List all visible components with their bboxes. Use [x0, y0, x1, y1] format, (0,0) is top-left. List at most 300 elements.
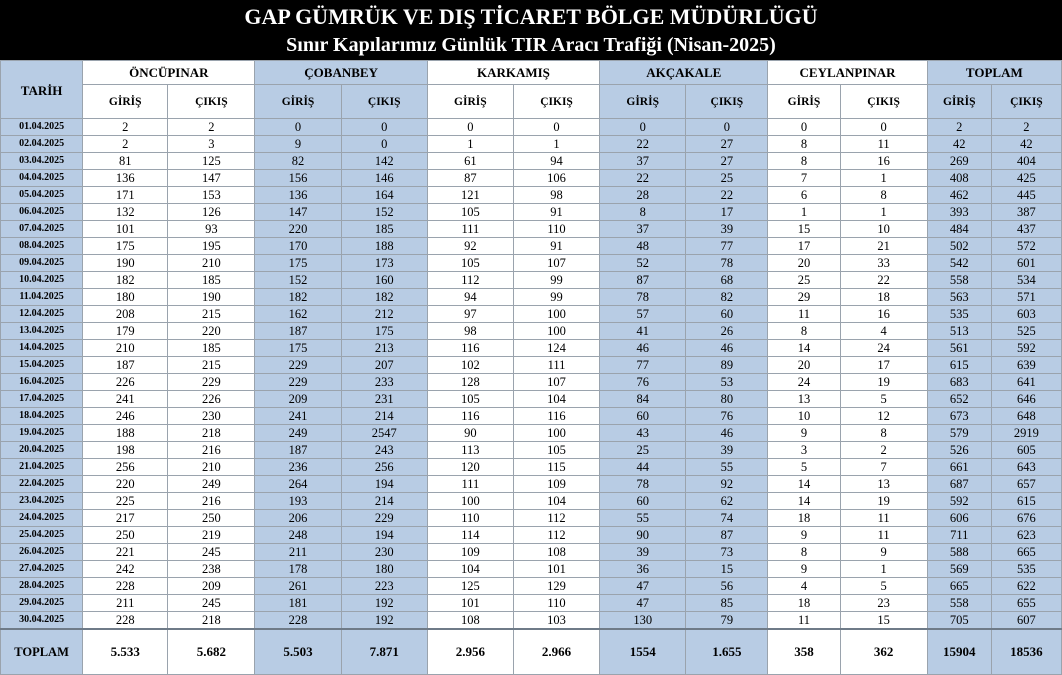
value-cell: 187	[255, 323, 341, 340]
value-cell: 194	[341, 527, 427, 544]
entry-header-ceylanpinar: GİRİŞ	[768, 85, 840, 119]
value-cell: 225	[83, 493, 168, 510]
value-cell: 22	[600, 136, 686, 153]
value-cell: 563	[927, 289, 991, 306]
value-cell: 216	[168, 442, 255, 459]
value-cell: 57	[600, 306, 686, 323]
value-cell: 592	[991, 340, 1061, 357]
value-cell: 676	[991, 510, 1061, 527]
value-cell: 130	[600, 612, 686, 630]
value-cell: 21	[840, 238, 927, 255]
date-cell: 26.04.2025	[1, 544, 83, 561]
value-cell: 81	[83, 153, 168, 170]
value-cell: 42	[927, 136, 991, 153]
date-cell: 14.04.2025	[1, 340, 83, 357]
value-cell: 60	[600, 408, 686, 425]
table-row	[1, 255, 1062, 272]
value-cell: 136	[255, 187, 341, 204]
total-label: TOPLAM	[1, 629, 83, 675]
value-cell: 250	[83, 527, 168, 544]
value-cell: 47	[600, 578, 686, 595]
gate-header-toplam: TOPLAM	[927, 61, 1061, 85]
date-cell: 03.04.2025	[1, 153, 83, 170]
table-row	[1, 527, 1062, 544]
value-cell: 8	[768, 136, 840, 153]
total-value-cell: 358	[768, 629, 840, 675]
value-cell: 601	[991, 255, 1061, 272]
value-cell: 90	[427, 425, 513, 442]
value-cell: 14	[768, 476, 840, 493]
value-cell: 558	[927, 595, 991, 612]
value-cell: 56	[686, 578, 768, 595]
value-cell: 241	[255, 408, 341, 425]
value-cell: 23	[840, 595, 927, 612]
gate-header-oncupinar: ÖNCÜPINAR	[83, 61, 255, 85]
value-cell: 2919	[991, 425, 1061, 442]
value-cell: 10	[768, 408, 840, 425]
value-cell: 111	[427, 476, 513, 493]
value-cell: 0	[513, 119, 599, 136]
value-cell: 210	[168, 255, 255, 272]
value-cell: 170	[255, 238, 341, 255]
value-cell: 24	[840, 340, 927, 357]
value-cell: 94	[427, 289, 513, 306]
value-cell: 68	[686, 272, 768, 289]
value-cell: 11	[840, 136, 927, 153]
value-cell: 8	[840, 425, 927, 442]
value-cell: 78	[600, 289, 686, 306]
value-cell: 209	[168, 578, 255, 595]
value-cell: 11	[840, 527, 927, 544]
value-cell: 404	[991, 153, 1061, 170]
value-cell: 185	[341, 221, 427, 238]
value-cell: 43	[600, 425, 686, 442]
value-cell: 14	[768, 340, 840, 357]
value-cell: 526	[927, 442, 991, 459]
date-cell: 16.04.2025	[1, 374, 83, 391]
value-cell: 198	[83, 442, 168, 459]
value-cell: 9	[255, 136, 341, 153]
value-cell: 91	[513, 238, 599, 255]
value-cell: 437	[991, 221, 1061, 238]
value-cell: 607	[991, 612, 1061, 630]
value-cell: 192	[341, 612, 427, 630]
value-cell: 193	[255, 493, 341, 510]
value-cell: 0	[255, 119, 341, 136]
value-cell: 36	[600, 561, 686, 578]
value-cell: 190	[168, 289, 255, 306]
table-row	[1, 476, 1062, 493]
value-cell: 98	[513, 187, 599, 204]
value-cell: 29	[768, 289, 840, 306]
value-cell: 111	[513, 357, 599, 374]
value-cell: 525	[991, 323, 1061, 340]
value-cell: 37	[600, 221, 686, 238]
value-cell: 107	[513, 255, 599, 272]
value-cell: 146	[341, 170, 427, 187]
value-cell: 24	[768, 374, 840, 391]
value-cell: 182	[83, 272, 168, 289]
value-cell: 248	[255, 527, 341, 544]
gate-header-akcakale: AKÇAKALE	[600, 61, 768, 85]
value-cell: 2	[83, 136, 168, 153]
value-cell: 4	[768, 578, 840, 595]
value-cell: 46	[686, 340, 768, 357]
table-row	[1, 153, 1062, 170]
value-cell: 242	[83, 561, 168, 578]
value-cell: 571	[991, 289, 1061, 306]
value-cell: 209	[255, 391, 341, 408]
value-cell: 606	[927, 510, 991, 527]
value-cell: 9	[840, 544, 927, 561]
value-cell: 1	[840, 204, 927, 221]
date-cell: 12.04.2025	[1, 306, 83, 323]
value-cell: 3	[768, 442, 840, 459]
value-cell: 87	[427, 170, 513, 187]
value-cell: 11	[768, 306, 840, 323]
value-cell: 89	[686, 357, 768, 374]
total-value-cell: 2.966	[513, 629, 599, 675]
exit-header-oncupinar: ÇIKIŞ	[168, 85, 255, 119]
value-cell: 188	[83, 425, 168, 442]
total-value-cell: 5.682	[168, 629, 255, 675]
value-cell: 104	[513, 391, 599, 408]
value-cell: 226	[168, 391, 255, 408]
table-row	[1, 544, 1062, 561]
value-cell: 100	[513, 323, 599, 340]
value-cell: 28	[600, 187, 686, 204]
value-cell: 110	[513, 221, 599, 238]
value-cell: 17	[840, 357, 927, 374]
value-cell: 128	[427, 374, 513, 391]
value-cell: 18	[840, 289, 927, 306]
total-value-cell: 15904	[927, 629, 991, 675]
value-cell: 102	[427, 357, 513, 374]
table-row	[1, 323, 1062, 340]
value-cell: 603	[991, 306, 1061, 323]
value-cell: 261	[255, 578, 341, 595]
value-cell: 10	[840, 221, 927, 238]
value-cell: 41	[600, 323, 686, 340]
value-cell: 17	[686, 204, 768, 221]
value-cell: 655	[991, 595, 1061, 612]
value-cell: 60	[600, 493, 686, 510]
date-cell: 23.04.2025	[1, 493, 83, 510]
value-cell: 535	[927, 306, 991, 323]
value-cell: 425	[991, 170, 1061, 187]
value-cell: 92	[686, 476, 768, 493]
exit-header-toplam: ÇIKIŞ	[991, 85, 1061, 119]
value-cell: 120	[427, 459, 513, 476]
value-cell: 178	[255, 561, 341, 578]
table-row	[1, 391, 1062, 408]
value-cell: 22	[600, 170, 686, 187]
value-cell: 8	[600, 204, 686, 221]
value-cell: 27	[686, 153, 768, 170]
value-cell: 90	[600, 527, 686, 544]
table-row	[1, 442, 1062, 459]
value-cell: 215	[168, 357, 255, 374]
value-cell: 542	[927, 255, 991, 272]
value-cell: 77	[600, 357, 686, 374]
total-value-cell: 5.533	[83, 629, 168, 675]
value-cell: 173	[341, 255, 427, 272]
entry-header-karkamis: GİRİŞ	[427, 85, 513, 119]
value-cell: 393	[927, 204, 991, 221]
table-row	[1, 272, 1062, 289]
value-cell: 264	[255, 476, 341, 493]
table-row	[1, 357, 1062, 374]
value-cell: 711	[927, 527, 991, 544]
value-cell: 52	[600, 255, 686, 272]
value-cell: 534	[991, 272, 1061, 289]
value-cell: 152	[255, 272, 341, 289]
value-cell: 13	[768, 391, 840, 408]
value-cell: 0	[341, 136, 427, 153]
value-cell: 223	[341, 578, 427, 595]
value-cell: 19	[840, 493, 927, 510]
value-cell: 705	[927, 612, 991, 630]
date-cell: 19.04.2025	[1, 425, 83, 442]
value-cell: 97	[427, 306, 513, 323]
value-cell: 2	[840, 442, 927, 459]
value-cell: 179	[83, 323, 168, 340]
date-cell: 07.04.2025	[1, 221, 83, 238]
value-cell: 188	[341, 238, 427, 255]
value-cell: 4	[840, 323, 927, 340]
table-row	[1, 510, 1062, 527]
value-cell: 39	[686, 221, 768, 238]
value-cell: 47	[600, 595, 686, 612]
value-cell: 180	[83, 289, 168, 306]
value-cell: 228	[83, 612, 168, 630]
value-cell: 26	[686, 323, 768, 340]
value-cell: 19	[840, 374, 927, 391]
value-cell: 92	[427, 238, 513, 255]
value-cell: 2	[83, 119, 168, 136]
exit-header-cobanbey: ÇIKIŞ	[341, 85, 427, 119]
table-row	[1, 136, 1062, 153]
value-cell: 250	[168, 510, 255, 527]
value-cell: 78	[600, 476, 686, 493]
value-cell: 25	[600, 442, 686, 459]
value-cell: 171	[83, 187, 168, 204]
value-cell: 111	[427, 221, 513, 238]
report-title: GAP GÜMRÜK VE DIŞ TİCARET BÖLGE MÜDÜRLÜGÜ	[244, 4, 818, 29]
value-cell: 153	[168, 187, 255, 204]
value-cell: 217	[83, 510, 168, 527]
value-cell: 622	[991, 578, 1061, 595]
total-value-cell: 5.503	[255, 629, 341, 675]
value-cell: 77	[686, 238, 768, 255]
value-cell: 60	[686, 306, 768, 323]
value-cell: 25	[768, 272, 840, 289]
entry-header-akcakale: GİRİŞ	[600, 85, 686, 119]
value-cell: 592	[927, 493, 991, 510]
value-cell: 182	[255, 289, 341, 306]
value-cell: 104	[513, 493, 599, 510]
value-cell: 33	[840, 255, 927, 272]
value-cell: 39	[686, 442, 768, 459]
value-cell: 236	[255, 459, 341, 476]
date-cell: 08.04.2025	[1, 238, 83, 255]
date-cell: 30.04.2025	[1, 612, 83, 630]
value-cell: 14	[768, 493, 840, 510]
value-cell: 156	[255, 170, 341, 187]
value-cell: 106	[513, 170, 599, 187]
table-row	[1, 289, 1062, 306]
value-cell: 62	[686, 493, 768, 510]
value-cell: 220	[255, 221, 341, 238]
date-cell: 01.04.2025	[1, 119, 83, 136]
value-cell: 113	[427, 442, 513, 459]
value-cell: 98	[427, 323, 513, 340]
entry-header-oncupinar: GİRİŞ	[83, 85, 168, 119]
total-value-cell: 1.655	[686, 629, 768, 675]
value-cell: 105	[427, 255, 513, 272]
value-cell: 462	[927, 187, 991, 204]
value-cell: 484	[927, 221, 991, 238]
value-cell: 588	[927, 544, 991, 561]
value-cell: 78	[686, 255, 768, 272]
value-cell: 126	[168, 204, 255, 221]
value-cell: 37	[600, 153, 686, 170]
value-cell: 175	[255, 255, 341, 272]
value-cell: 82	[255, 153, 341, 170]
value-cell: 218	[168, 425, 255, 442]
value-cell: 18	[768, 510, 840, 527]
value-cell: 100	[513, 306, 599, 323]
value-cell: 1	[513, 136, 599, 153]
table-row	[1, 578, 1062, 595]
value-cell: 175	[255, 340, 341, 357]
date-cell: 21.04.2025	[1, 459, 83, 476]
value-cell: 20	[768, 357, 840, 374]
gate-header-cobanbey: ÇOBANBEY	[255, 61, 427, 85]
value-cell: 99	[513, 272, 599, 289]
value-cell: 229	[168, 374, 255, 391]
value-cell: 648	[991, 408, 1061, 425]
value-cell: 11	[840, 510, 927, 527]
value-cell: 8	[768, 544, 840, 561]
value-cell: 103	[513, 612, 599, 630]
value-cell: 105	[427, 391, 513, 408]
value-cell: 2	[991, 119, 1061, 136]
value-cell: 387	[991, 204, 1061, 221]
value-cell: 116	[427, 340, 513, 357]
value-cell: 246	[83, 408, 168, 425]
value-cell: 687	[927, 476, 991, 493]
value-cell: 9	[768, 425, 840, 442]
value-cell: 218	[168, 612, 255, 630]
value-cell: 190	[83, 255, 168, 272]
value-cell: 132	[83, 204, 168, 221]
value-cell: 11	[768, 612, 840, 630]
total-value-cell: 2.956	[427, 629, 513, 675]
value-cell: 229	[341, 510, 427, 527]
value-cell: 8	[840, 187, 927, 204]
value-cell: 558	[927, 272, 991, 289]
value-cell: 7	[768, 170, 840, 187]
value-cell: 230	[341, 544, 427, 561]
value-cell: 104	[427, 561, 513, 578]
value-cell: 229	[255, 357, 341, 374]
value-cell: 121	[427, 187, 513, 204]
value-cell: 220	[168, 323, 255, 340]
value-cell: 243	[341, 442, 427, 459]
value-cell: 185	[168, 272, 255, 289]
date-cell: 27.04.2025	[1, 561, 83, 578]
value-cell: 6	[768, 187, 840, 204]
value-cell: 109	[513, 476, 599, 493]
table-row	[1, 561, 1062, 578]
value-cell: 238	[168, 561, 255, 578]
value-cell: 1	[427, 136, 513, 153]
value-cell: 211	[255, 544, 341, 561]
value-cell: 646	[991, 391, 1061, 408]
value-cell: 101	[83, 221, 168, 238]
value-cell: 256	[341, 459, 427, 476]
value-cell: 652	[927, 391, 991, 408]
value-cell: 623	[991, 527, 1061, 544]
date-cell: 28.04.2025	[1, 578, 83, 595]
exit-header-akcakale: ÇIKIŞ	[686, 85, 768, 119]
date-cell: 25.04.2025	[1, 527, 83, 544]
value-cell: 569	[927, 561, 991, 578]
value-cell: 228	[255, 612, 341, 630]
value-cell: 74	[686, 510, 768, 527]
table-row	[1, 170, 1062, 187]
value-cell: 212	[341, 306, 427, 323]
value-cell: 673	[927, 408, 991, 425]
value-cell: 0	[600, 119, 686, 136]
value-cell: 46	[600, 340, 686, 357]
value-cell: 615	[991, 493, 1061, 510]
value-cell: 2	[168, 119, 255, 136]
table-row	[1, 238, 1062, 255]
table-row	[1, 408, 1062, 425]
value-cell: 185	[168, 340, 255, 357]
value-cell: 249	[168, 476, 255, 493]
value-cell: 76	[600, 374, 686, 391]
value-cell: 147	[255, 204, 341, 221]
value-cell: 94	[513, 153, 599, 170]
table-row	[1, 459, 1062, 476]
value-cell: 82	[686, 289, 768, 306]
table-row	[1, 493, 1062, 510]
total-row	[1, 629, 1062, 675]
value-cell: 100	[427, 493, 513, 510]
value-cell: 27	[686, 136, 768, 153]
value-cell: 683	[927, 374, 991, 391]
report-subtitle: Sınır Kapılarımız Günlük TIR Aracı Trafiği (Nisan-2025)	[286, 34, 776, 56]
value-cell: 48	[600, 238, 686, 255]
value-cell: 0	[768, 119, 840, 136]
table-row	[1, 204, 1062, 221]
value-cell: 2547	[341, 425, 427, 442]
value-cell: 665	[927, 578, 991, 595]
value-cell: 639	[991, 357, 1061, 374]
value-cell: 615	[927, 357, 991, 374]
date-cell: 04.04.2025	[1, 170, 83, 187]
value-cell: 210	[83, 340, 168, 357]
total-value-cell: 18536	[991, 629, 1061, 675]
value-cell: 175	[83, 238, 168, 255]
date-cell: 09.04.2025	[1, 255, 83, 272]
value-cell: 105	[513, 442, 599, 459]
value-cell: 5	[840, 578, 927, 595]
date-cell: 18.04.2025	[1, 408, 83, 425]
